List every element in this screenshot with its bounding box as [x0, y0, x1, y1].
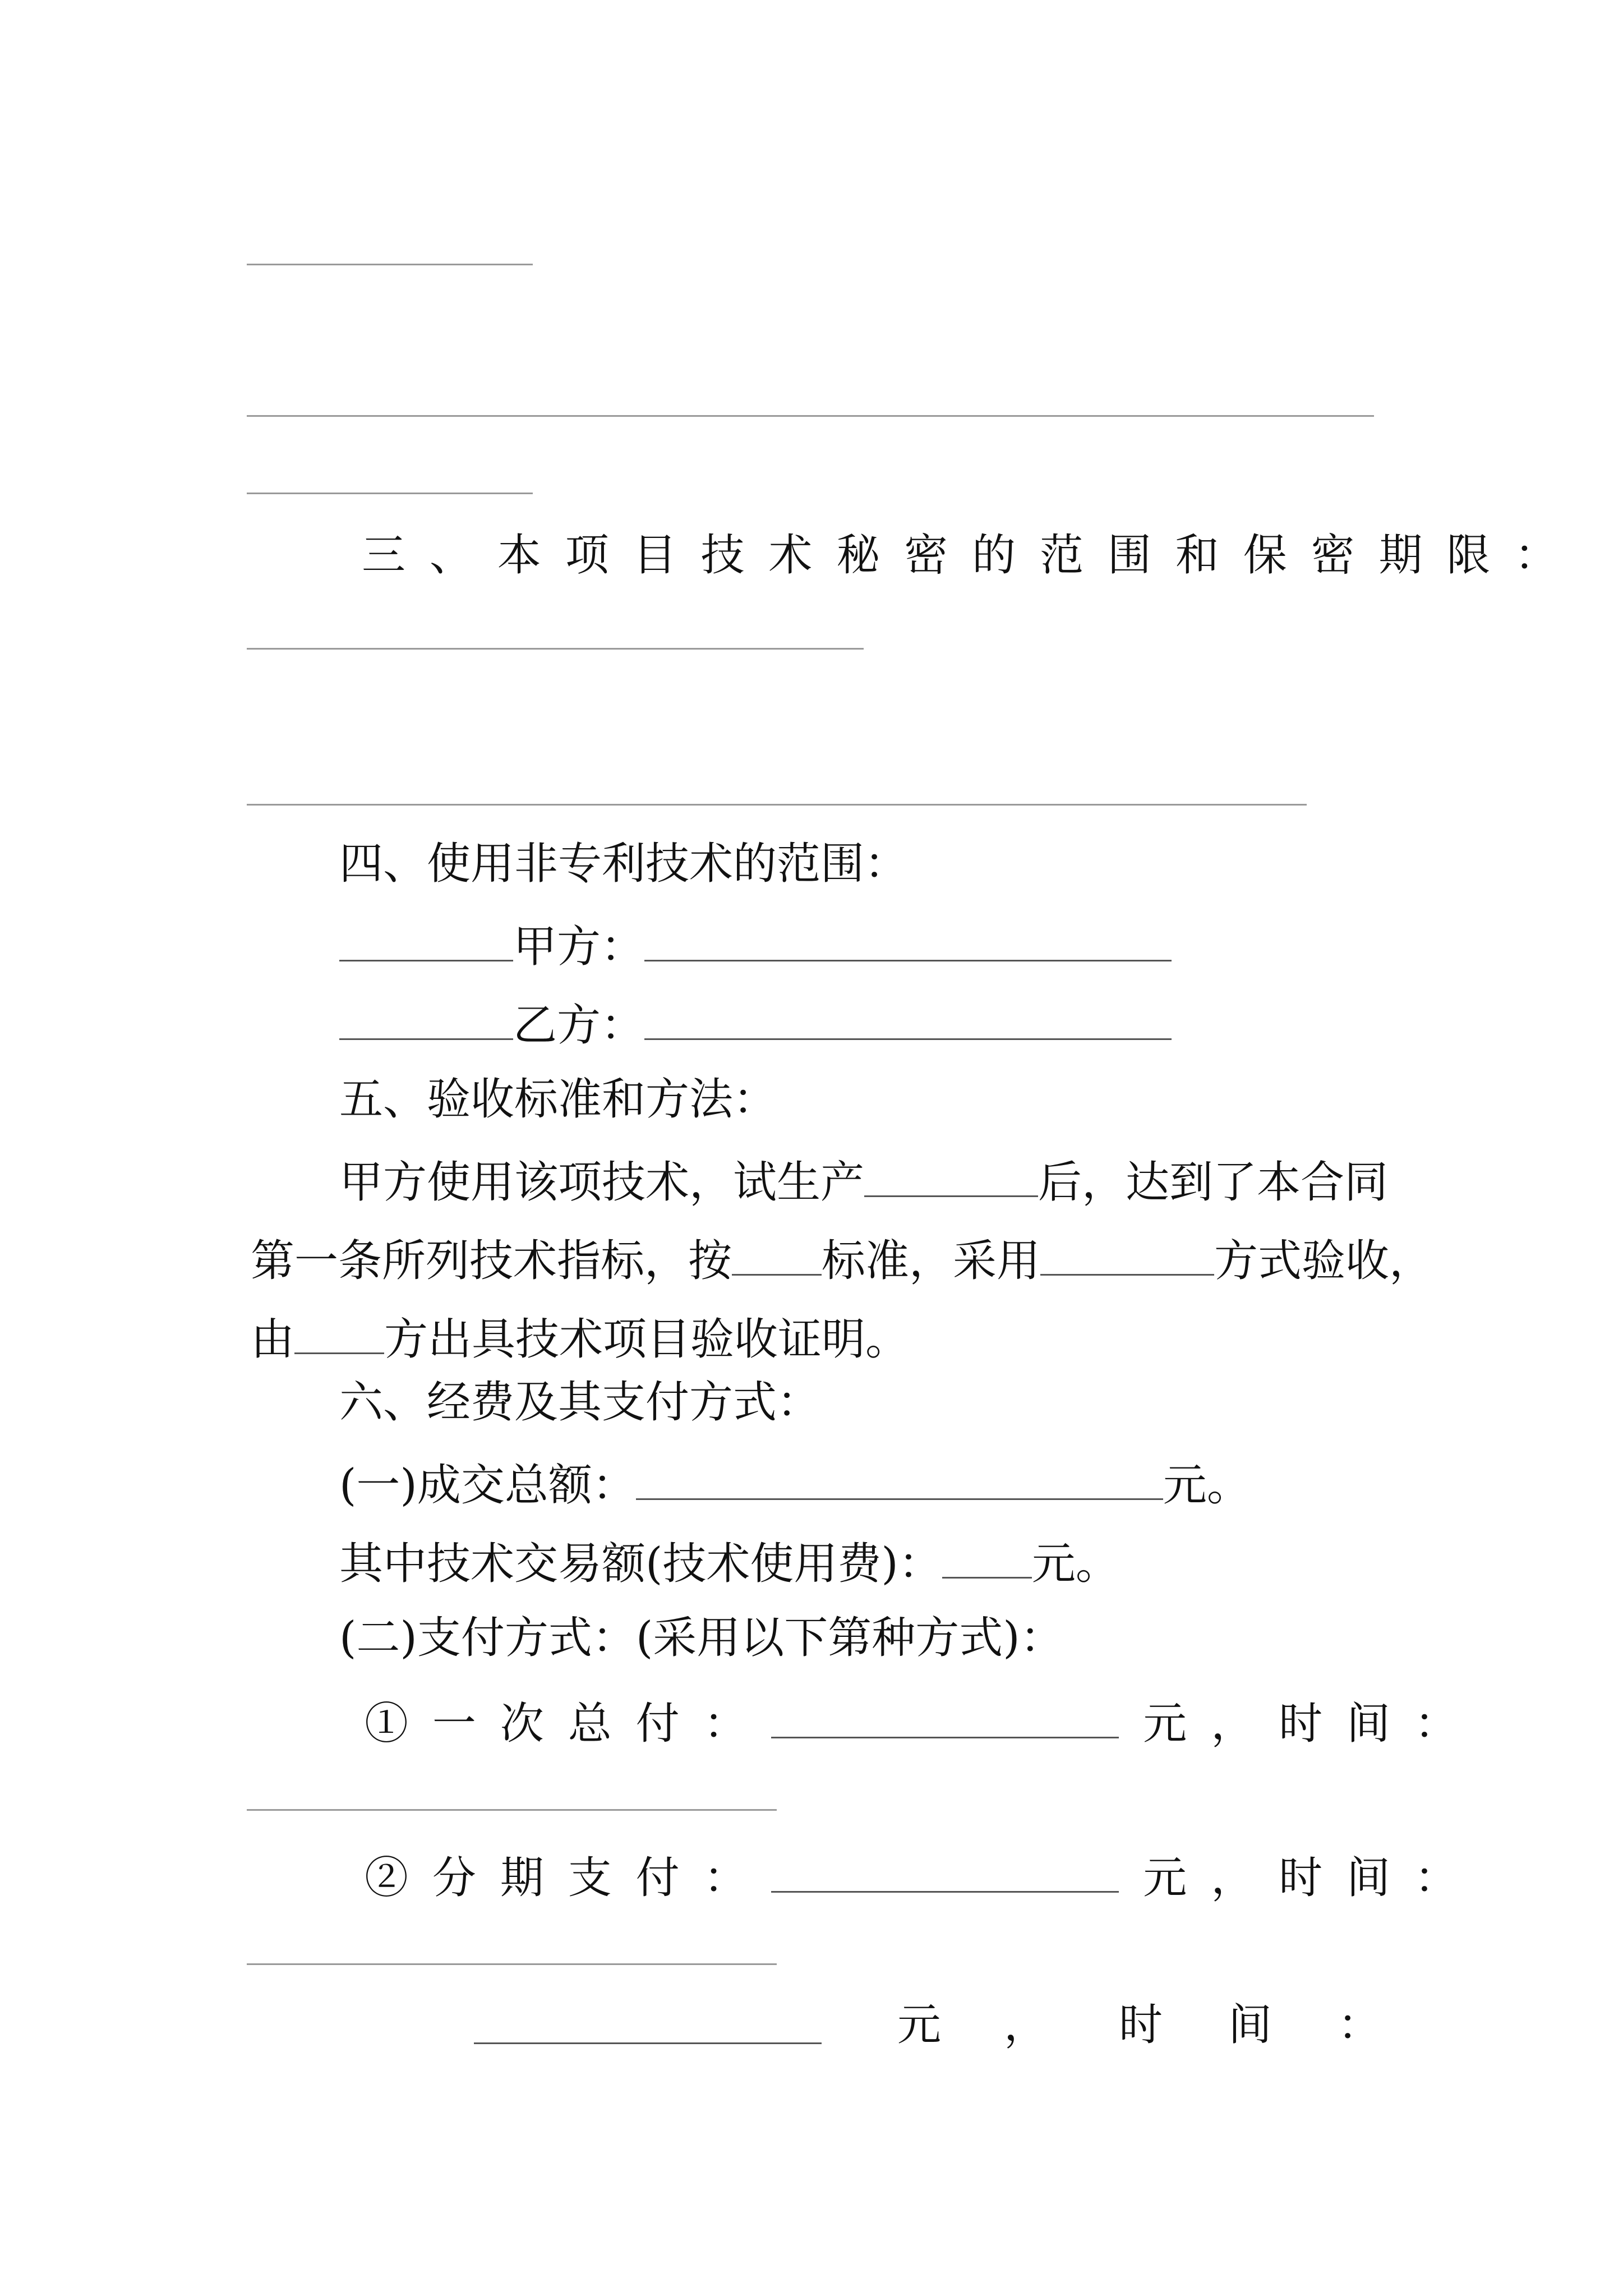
blank-line	[247, 1963, 777, 1965]
party-a-label: 甲方：	[513, 922, 645, 972]
total-amount-line	[339, 1450, 1251, 1516]
fill-blank	[339, 990, 513, 1040]
fill-blank	[771, 1688, 1119, 1738]
text: ，	[1004, 2000, 1048, 2050]
fill-blank	[942, 1529, 1032, 1579]
option-2-line	[365, 1843, 1482, 1909]
blank-line	[247, 415, 1374, 417]
blank-line	[247, 648, 864, 650]
section-4-heading: 四、使用非专利技术的范围：	[339, 839, 909, 889]
text: 标准，采用	[822, 1236, 1041, 1286]
text: 间	[1228, 2000, 1272, 2050]
text: ①一次总付：	[365, 1699, 772, 1749]
fill-blank	[294, 1304, 384, 1354]
text: 第一条所列技术指标，按	[251, 1236, 732, 1286]
text: 元	[897, 2000, 942, 2050]
text: 方出具技术项目验收证明。	[384, 1314, 910, 1365]
fill-blank	[864, 1147, 1038, 1197]
section-6-heading: 六、经费及其支付方式：	[339, 1377, 821, 1428]
blank-line	[247, 804, 1307, 806]
installment-line	[474, 1994, 1382, 2056]
paragraph-line	[339, 1147, 1388, 1213]
party-b-line	[339, 990, 1172, 1056]
text: 甲方使用该项技术，试生产	[339, 1157, 865, 1208]
blank-line	[247, 1809, 777, 1811]
fill-blank	[1040, 1226, 1214, 1276]
text: 时间：	[1279, 1699, 1482, 1749]
paragraph-line	[251, 1226, 1433, 1292]
section-5-heading: 五、验收标准和方法：	[339, 1074, 777, 1125]
party-a-line	[339, 912, 1172, 978]
text: 元，	[1143, 1853, 1279, 1903]
fill-blank	[644, 990, 1172, 1040]
text: 方式验收，	[1214, 1236, 1433, 1286]
option-1-line	[365, 1688, 1482, 1755]
text: 其中技术交易额(技术使用费)：	[339, 1539, 942, 1589]
text: (一)成交总额：	[339, 1460, 636, 1511]
text: ：	[1338, 2000, 1382, 2050]
payment-method-line: (二)支付方式：(采用以下第种方式)：	[339, 1613, 1064, 1663]
text: ②分期支付：	[365, 1853, 772, 1903]
text: 后，达到了本合同	[1038, 1157, 1389, 1208]
party-b-label: 乙方：	[513, 1000, 645, 1051]
tech-fee-line	[339, 1529, 1119, 1595]
text: 时	[1119, 2000, 1163, 2050]
fill-blank	[732, 1226, 822, 1276]
text: 时间：	[1279, 1853, 1482, 1903]
fill-blank	[644, 912, 1172, 961]
fill-blank	[339, 912, 513, 961]
section-3-heading: 三、本项目技术秘密的范围和保密期限：	[362, 530, 1583, 581]
fill-blank	[474, 1994, 822, 2044]
text: 元。	[1031, 1539, 1119, 1589]
fill-blank	[636, 1450, 1163, 1500]
text: 由	[251, 1314, 295, 1365]
text: 元。	[1163, 1460, 1251, 1511]
blank-line	[247, 493, 533, 494]
blank-line	[247, 264, 533, 265]
text: 元，	[1143, 1699, 1279, 1749]
paragraph-line	[251, 1304, 909, 1370]
fill-blank	[771, 1843, 1119, 1893]
